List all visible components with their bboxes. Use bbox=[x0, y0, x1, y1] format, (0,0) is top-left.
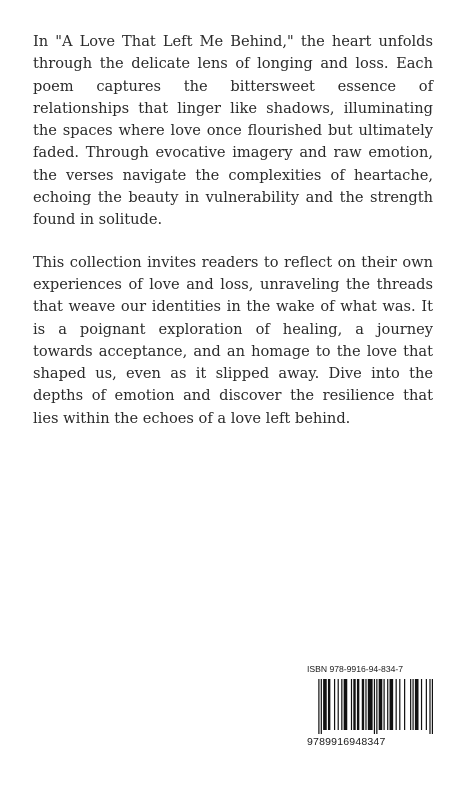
barcode-bar-8 bbox=[351, 679, 352, 730]
barcode-bar-24 bbox=[412, 679, 413, 730]
barcode-bar-29 bbox=[432, 679, 433, 734]
barcode-bar-0 bbox=[318, 679, 319, 734]
barcode-bar-7 bbox=[344, 679, 348, 730]
barcode-bar-4 bbox=[334, 679, 335, 730]
barcode-bar-13 bbox=[368, 679, 373, 730]
barcode-bar-16 bbox=[379, 679, 383, 730]
barcode-bar-9 bbox=[353, 679, 355, 730]
isbn-digits: 9789916948347 bbox=[307, 736, 386, 748]
barcode-bar-20 bbox=[396, 679, 397, 730]
barcode-bar-10 bbox=[357, 679, 359, 730]
barcode-bar-27 bbox=[426, 679, 427, 730]
isbn-label: ISBN 978-9916-94-834-7 bbox=[307, 664, 404, 674]
barcode-bar-18 bbox=[387, 679, 388, 730]
description-paragraph-1: In "A Love That Left Me Behind," the heart unfolds through the delicate lens of longing and loss. Each poem captures the bittersweet essence of relationships that linger like shadows, illuminating the spaces where love once flourished but ultimately faded. Through evocative imagery and raw emotion, the verses navigate the complexities of heartache, echoing the beauty in vulnerability and the strength found in solitude. bbox=[33, 33, 433, 229]
barcode-bar-15 bbox=[376, 679, 377, 734]
barcode-bar-3 bbox=[328, 679, 330, 730]
barcode-bar-6 bbox=[341, 679, 342, 730]
barcode-bar-28 bbox=[429, 679, 430, 734]
barcode-bar-1 bbox=[321, 679, 322, 734]
barcode-bar-12 bbox=[365, 679, 366, 730]
description-paragraph-2: This collection invites readers to reflect on their own experiences of love and loss, unraveling the threads that weave our identities in the wake of what was. It is a poignant exploration of healing, a journey towards acceptance, and an homage to the love that shaped us, even as it slipped away. Dive into the depths of emotion and discover the resilience that lies within the echoes of a love left behind. bbox=[33, 253, 433, 427]
isbn-barcode bbox=[303, 664, 434, 750]
barcode-bar-2 bbox=[323, 679, 327, 730]
barcode-bar-11 bbox=[362, 679, 364, 730]
barcode-bar-23 bbox=[410, 679, 411, 730]
barcode-bar-25 bbox=[415, 679, 419, 730]
barcode-bar-14 bbox=[374, 679, 375, 734]
barcode-bar-22 bbox=[404, 679, 405, 730]
barcode-bar-19 bbox=[390, 679, 394, 730]
barcode-bar-17 bbox=[383, 679, 384, 730]
book-description bbox=[33, 31, 433, 450]
barcode-bar-21 bbox=[399, 679, 400, 730]
barcode-bars bbox=[305, 679, 433, 734]
barcode-bar-5 bbox=[338, 679, 339, 730]
barcode-bar-26 bbox=[421, 679, 422, 730]
